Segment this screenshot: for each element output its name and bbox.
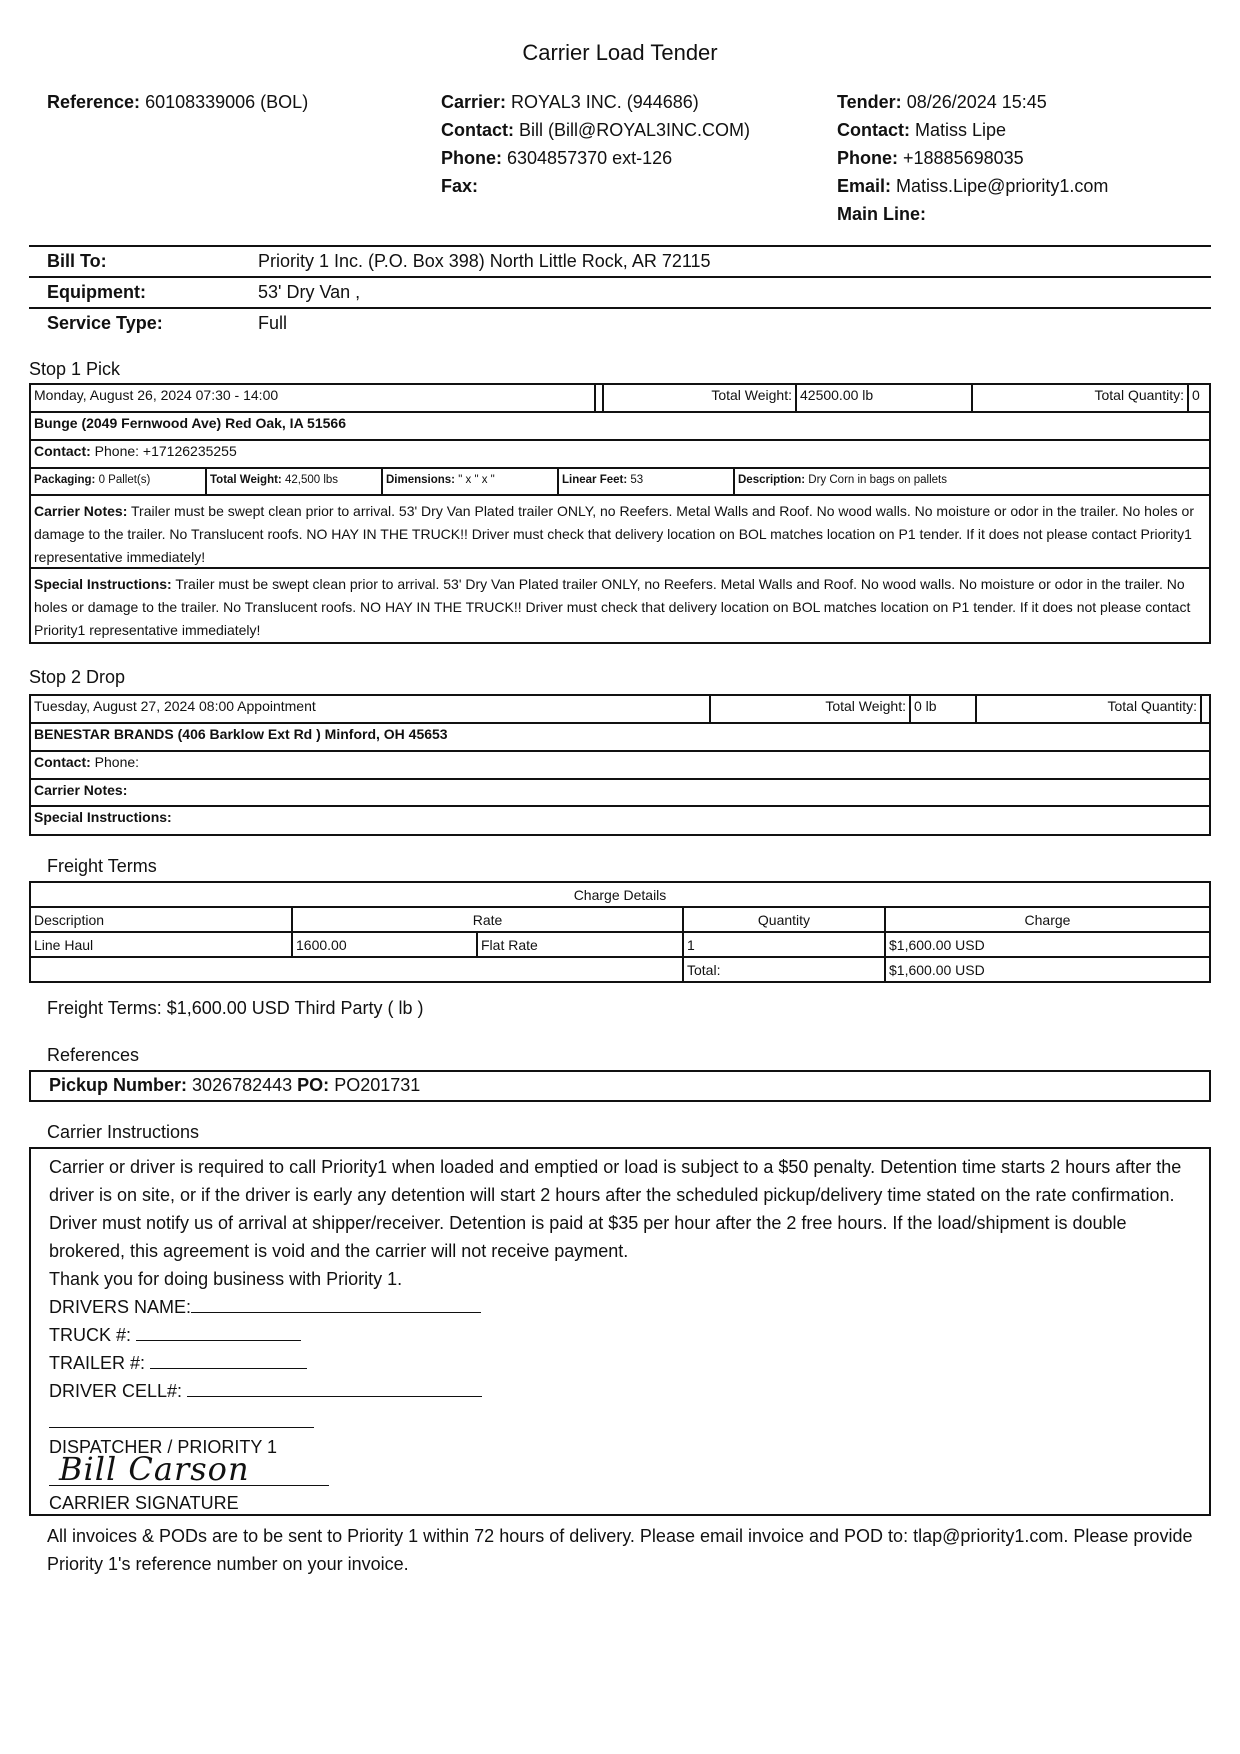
weight-label: Total Weight: xyxy=(210,474,282,486)
carrier-signature-label: CARRIER SIGNATURE xyxy=(49,1493,239,1513)
service-type-row xyxy=(29,308,1211,338)
stop1-carrier-notes-label: Carrier Notes: xyxy=(34,503,128,519)
stop1-total-weight-label: Total Weight: xyxy=(604,385,797,411)
tender-phone-label: Phone: xyxy=(837,148,898,168)
references-box xyxy=(29,1070,1211,1102)
service-type-label: Service Type: xyxy=(47,313,163,333)
stop1-location-row xyxy=(31,413,1209,441)
stop1-special-instructions-row xyxy=(31,569,1209,642)
stop1-total-qty: 0 xyxy=(1192,387,1200,403)
stop2-title: Stop 2 Drop xyxy=(29,667,126,687)
charge-details-header: Charge Details xyxy=(30,882,1210,907)
stop2-location: BENESTAR BRANDS (406 Barklow Ext Rd ) Minford, OH 45653 xyxy=(34,726,448,742)
linear-feet-value: 53 xyxy=(630,474,644,486)
reference-label: Reference: xyxy=(47,92,141,112)
stop1-location: Bunge (2049 Fernwood Ave) Red Oak, IA 51566 xyxy=(34,415,346,431)
stop1-shipment-row xyxy=(31,469,1209,496)
main-line-label: Main Line: xyxy=(837,204,926,224)
total-amount: $1,600.00 USD xyxy=(885,957,1210,982)
freight-terms-summary: Freight Terms: $1,600.00 USD Third Party ( lb ) xyxy=(47,998,424,1018)
billing-info-table xyxy=(29,245,1211,338)
bill-to-label: Bill To: xyxy=(47,251,107,271)
charge-amount: $1,600.00 USD xyxy=(885,932,1210,957)
page-title: Carrier Load Tender xyxy=(522,40,718,65)
stop1-total-qty-label: Total Quantity: xyxy=(973,385,1189,411)
driver-cell-label: DRIVER CELL#: xyxy=(49,1381,183,1401)
thanks-text: Thank you for doing business with Priority 1. xyxy=(49,1269,403,1289)
col-rate: Rate xyxy=(292,907,683,932)
col-description: Description xyxy=(30,907,292,932)
tender-label: Tender: xyxy=(837,92,902,112)
carrier-contact-value: Bill (Bill@ROYAL3INC.COM) xyxy=(519,120,750,140)
dispatcher-signature-line xyxy=(49,1405,314,1428)
packaging-label: Packaging: xyxy=(34,474,96,486)
stop1-carrier-notes: Trailer must be swept clean prior to arrival. 53' Dry Van Plated trailer ONLY, no Reefers. Metal Walls and Roof. No wood walls. No moisture or odor in the trailer. No holes or damage to the trailer. No Translucent roofs. NO HAY IN THE TRUCK!! Driver must check that delivery location on BOL matches location on P1 tender. If it does not please contact Priority1 representative immediately! xyxy=(34,503,1194,565)
bill-to-value: Priority 1 Inc. (P.O. Box 398) North Little Rock, AR 72115 xyxy=(258,251,711,271)
freight-terms-title: Freight Terms xyxy=(47,856,157,876)
pickup-number-value: 3026782443 xyxy=(192,1075,293,1095)
trailer-line xyxy=(150,1368,307,1369)
col-quantity: Quantity xyxy=(683,907,885,932)
carrier-instructions-title: Carrier Instructions xyxy=(47,1122,200,1142)
tender-contact-value: Matiss Lipe xyxy=(915,120,1007,140)
stop2-contact-value: Phone: xyxy=(94,754,140,770)
truck-line xyxy=(136,1340,301,1341)
stop2-datetime: Tuesday, August 27, 2024 08:00 Appointment xyxy=(31,696,711,722)
total-row xyxy=(30,957,1210,982)
stop2-location-row xyxy=(31,724,1209,752)
tender-phone-value: +18885698035 xyxy=(903,148,1024,168)
footer-note: All invoices & PODs are to be sent to Priority 1 within 72 hours of delivery. Please email invoice and POD to: tlap@priority1.com. Please provide Priority 1's reference number on your invoice. xyxy=(47,1526,1193,1574)
stop2-special-label: Special Instructions: xyxy=(34,809,172,825)
stop2-carrier-notes-row xyxy=(31,780,1209,807)
charge-row xyxy=(30,932,1210,957)
stop1-total-weight: 42500.00 lb xyxy=(797,385,973,411)
carrier-column xyxy=(441,88,750,200)
charge-quantity: 1 xyxy=(683,932,885,957)
charge-rate: 1600.00 xyxy=(292,932,477,957)
stop1-special-label: Special Instructions: xyxy=(34,576,172,592)
tender-column xyxy=(837,88,1108,228)
carrier-value: ROYAL3 INC. (944686) xyxy=(511,92,699,112)
carrier-fax-label: Fax: xyxy=(441,176,479,196)
equipment-value: 53' Dry Van , xyxy=(258,282,361,302)
stop2-special-instructions-row xyxy=(31,807,1209,834)
carrier-signature: Bill Carson xyxy=(59,1450,250,1488)
bill-to-row xyxy=(29,246,1211,277)
equipment-label: Equipment: xyxy=(47,282,146,302)
total-label: Total: xyxy=(683,957,885,982)
stop1-contact-row xyxy=(31,441,1209,469)
drivers-name-label: DRIVERS NAME: xyxy=(49,1297,192,1317)
col-charge: Charge xyxy=(885,907,1210,932)
weight-value: 42,500 lbs xyxy=(284,474,339,486)
charge-description: Line Haul xyxy=(30,932,292,957)
stop2-contact-row xyxy=(31,752,1209,780)
carrier-instructions-box xyxy=(29,1147,1211,1516)
stop1-contact-label: Contact: xyxy=(34,443,91,459)
stop1-special-instructions: Trailer must be swept clean prior to arrival. 53' Dry Van Plated trailer ONLY, no Reefers. Metal Walls and Roof. No wood walls. No moisture or odor in the trailer. No holes or damage to the trailer. No Translucent roofs. NO HAY IN THE TRUCK!! Driver must check that delivery location on BOL matches location on P1 tender. If it does not please contact Priority1 representative immediately! xyxy=(34,576,1191,638)
linear-feet-label: Linear Feet: xyxy=(562,474,628,486)
pickup-number-label: Pickup Number: xyxy=(49,1075,188,1095)
driver-cell-line xyxy=(187,1396,482,1397)
tender-contact-label: Contact: xyxy=(837,120,910,140)
stop1-summary-row xyxy=(31,385,1209,413)
stop2-total-qty-label: Total Quantity: xyxy=(977,696,1202,722)
stop1-title: Stop 1 Pick xyxy=(29,359,121,379)
description-label: Description: xyxy=(738,474,806,486)
stop1-contact-value: Phone: +17126235255 xyxy=(94,443,237,459)
carrier-contact-label: Contact: xyxy=(441,120,514,140)
truck-label: TRUCK #: xyxy=(49,1325,132,1345)
instructions-paragraph: Carrier or driver is required to call Priority1 when loaded and emptied or load is subject to a $50 penalty. Detention time starts 2 hours after the driver is on site, or if the driver is early any detention will start 2 hours after the scheduled pickup/delivery time stated on the rate confirmation. Driver must notify us of arrival at shipper/receiver. Detention is paid at $35 per hour after the 2 free hours. If the load/shipment is double brokered, this agreement is void and the carrier will not receive payment. xyxy=(49,1157,1182,1261)
stop2-total-weight-label: Total Weight: xyxy=(711,696,911,722)
tender-email-value: Matiss.Lipe@priority1.com xyxy=(896,176,1109,196)
po-label: PO: xyxy=(297,1075,330,1095)
reference-value: 60108339006 (BOL) xyxy=(145,92,309,112)
carrier-phone-value: 6304857370 ext-126 xyxy=(507,148,673,168)
po-value: PO201731 xyxy=(334,1075,421,1095)
dimensions-value: " x " x " xyxy=(458,474,495,486)
stop1-carrier-notes-row xyxy=(31,496,1209,569)
stop2-total-qty xyxy=(1202,696,1209,722)
equipment-row xyxy=(29,277,1211,308)
references-title: References xyxy=(47,1045,140,1065)
dimensions-label: Dimensions: xyxy=(386,474,456,486)
stop2-carrier-notes-label: Carrier Notes: xyxy=(34,782,128,798)
tender-value: 08/26/2024 15:45 xyxy=(906,92,1047,112)
charges-table xyxy=(29,881,1211,983)
carrier-phone-label: Phone: xyxy=(441,148,502,168)
trailer-label: TRAILER #: xyxy=(49,1353,146,1373)
stop1-box xyxy=(29,383,1211,644)
description-value: Dry Corn in bags on pallets xyxy=(808,474,948,486)
reference-column xyxy=(47,88,308,116)
drivers-name-line xyxy=(191,1312,481,1313)
service-type-value: Full xyxy=(258,313,288,333)
stop2-box xyxy=(29,694,1211,836)
stop1-datetime: Monday, August 26, 2024 07:30 - 14:00 xyxy=(31,385,596,411)
stop2-contact-label: Contact: xyxy=(34,754,91,770)
packaging-value: 0 Pallet(s) xyxy=(98,474,151,486)
carrier-label: Carrier: xyxy=(441,92,507,112)
tender-email-label: Email: xyxy=(837,176,892,196)
dispatcher-label: DISPATCHER / PRIORITY 1 xyxy=(49,1437,278,1457)
stop2-summary-row xyxy=(31,696,1209,724)
stop2-total-weight: 0 lb xyxy=(911,696,977,722)
charge-rate-type: Flat Rate xyxy=(477,932,683,957)
